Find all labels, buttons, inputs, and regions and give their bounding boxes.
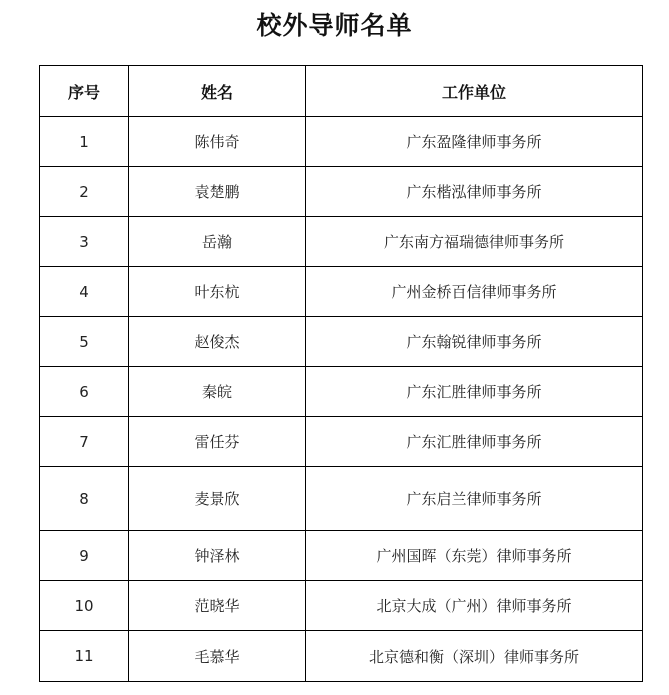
cell-serial-number: 3: [40, 217, 129, 267]
table-row: [40, 117, 643, 167]
cell-name: 雷任芬: [129, 417, 306, 467]
cell-workplace: 广州国晖（东莞）律师事务所: [306, 531, 643, 581]
table-row: [40, 631, 643, 682]
cell-serial-number: 2: [40, 167, 129, 217]
cell-serial-number: 5: [40, 317, 129, 367]
table-row: [40, 531, 643, 581]
cell-serial-number: 4: [40, 267, 129, 317]
cell-name: 叶东杭: [129, 267, 306, 317]
table-row: [40, 217, 643, 267]
cell-name: 毛慕华: [129, 631, 306, 682]
cell-name: 袁楚鹏: [129, 167, 306, 217]
table-row: [40, 367, 643, 417]
table-row: [40, 267, 643, 317]
cell-serial-number: 11: [40, 631, 129, 682]
cell-workplace: 广东盈隆律师事务所: [306, 117, 643, 167]
cell-serial-number: 8: [40, 467, 129, 531]
table-row: [40, 167, 643, 217]
table-row: [40, 581, 643, 631]
cell-serial-number: 9: [40, 531, 129, 581]
cell-name: 钟泽林: [129, 531, 306, 581]
cell-serial-number: 7: [40, 417, 129, 467]
cell-workplace: 广东汇胜律师事务所: [306, 417, 643, 467]
cell-workplace: 广东启兰律师事务所: [306, 467, 643, 531]
cell-workplace: 广东南方福瑞德律师事务所: [306, 217, 643, 267]
mentor-table: [39, 65, 643, 682]
cell-name: 麦景欣: [129, 467, 306, 531]
cell-name: 陈伟奇: [129, 117, 306, 167]
cell-name: 岳瀚: [129, 217, 306, 267]
cell-workplace: 北京大成（广州）律师事务所: [306, 581, 643, 631]
cell-name: 秦皖: [129, 367, 306, 417]
cell-serial-number: 10: [40, 581, 129, 631]
header-name: 姓名: [129, 66, 306, 117]
header-serial-number: 序号: [40, 66, 129, 117]
table-row: [40, 417, 643, 467]
cell-workplace: 广东楷泓律师事务所: [306, 167, 643, 217]
table-row: [40, 467, 643, 531]
cell-workplace: 广州金桥百信律师事务所: [306, 267, 643, 317]
cell-workplace: 北京德和衡（深圳）律师事务所: [306, 631, 643, 682]
cell-serial-number: 6: [40, 367, 129, 417]
header-workplace: 工作单位: [306, 66, 643, 117]
table-row: [40, 317, 643, 367]
cell-serial-number: 1: [40, 117, 129, 167]
cell-workplace: 广东汇胜律师事务所: [306, 367, 643, 417]
cell-workplace: 广东翰锐律师事务所: [306, 317, 643, 367]
cell-name: 赵俊杰: [129, 317, 306, 367]
cell-name: 范晓华: [129, 581, 306, 631]
table-header-row: [40, 66, 643, 117]
document-title: 校外导师名单: [256, 11, 413, 40]
